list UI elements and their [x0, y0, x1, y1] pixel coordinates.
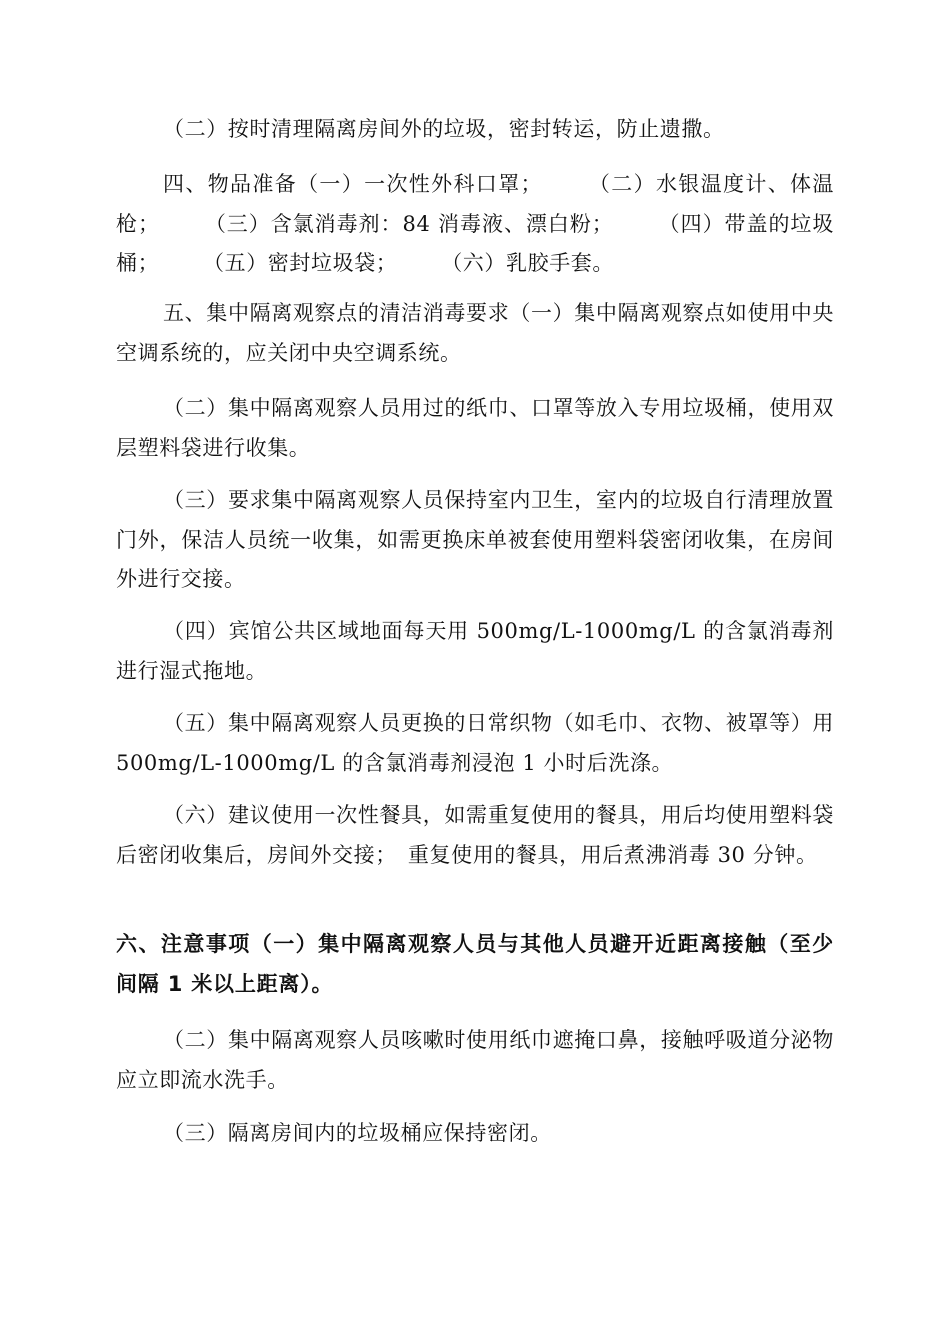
- paragraph-items-preparation: 四、物品准备（一）一次性外科口罩； （二）水银温度计、体温枪； （三）含氯消毒剂：84 消毒液、漂白粉； （四）带盖的垃圾桶； （五）密封垃圾袋； （六）乳胶手套。: [116, 172, 834, 275]
- paragraph-tissue-disposal: （二）集中隔离观察人员用过的纸巾、口罩等放入专用垃圾桶，使用双层塑料袋进行收集。: [116, 396, 834, 460]
- paragraph-fabric-disinfection: （五）集中隔离观察人员更换的日常织物（如毛巾、衣物、被罩等）用 500mg/L-1000mg/L 的含氯消毒剂浸泡 1 小时后洗涤。: [116, 711, 842, 775]
- paragraph-cleanup-garbage: （二）按时清理隔离房间外的垃圾，密封转运，防止遗撒。: [163, 117, 725, 141]
- paragraph-cough-etiquette: （二）集中隔离观察人员咳嗽时使用纸巾遮掩口鼻，接触呼吸道分泌物应立即流水洗手。: [116, 1028, 834, 1092]
- paragraph-tableware: （六）建议使用一次性餐具，如需重复使用的餐具，用后均使用塑料袋后密闭收集后，房间外交接； 重复使用的餐具，用后煮沸消毒 30 分钟。: [116, 803, 834, 867]
- paragraph-room-hygiene: （三）要求集中隔离观察人员保持室内卫生，室内的垃圾自行清理放置门外，保洁人员统一收集，如需更换床单被套使用塑料袋密闭收集，在房间外进行交接。: [116, 488, 834, 591]
- paragraph-floor-mopping: （四）宾馆公共区域地面每天用 500mg/L-1000mg/L 的含氯消毒剂进行湿式拖地。: [116, 619, 834, 683]
- heading-precautions: 六、注意事项（一）集中隔离观察人员与其他人员避开近距离接触（至少间隔 1 米以上距离）。: [116, 932, 834, 996]
- paragraph-cleaning-requirements: 五、集中隔离观察点的清洁消毒要求（一）集中隔离观察点如使用中央空调系统的，应关闭中央空调系统。: [116, 301, 834, 365]
- paragraph-sealed-bin: （三）隔离房间内的垃圾桶应保持密闭。: [163, 1121, 552, 1145]
